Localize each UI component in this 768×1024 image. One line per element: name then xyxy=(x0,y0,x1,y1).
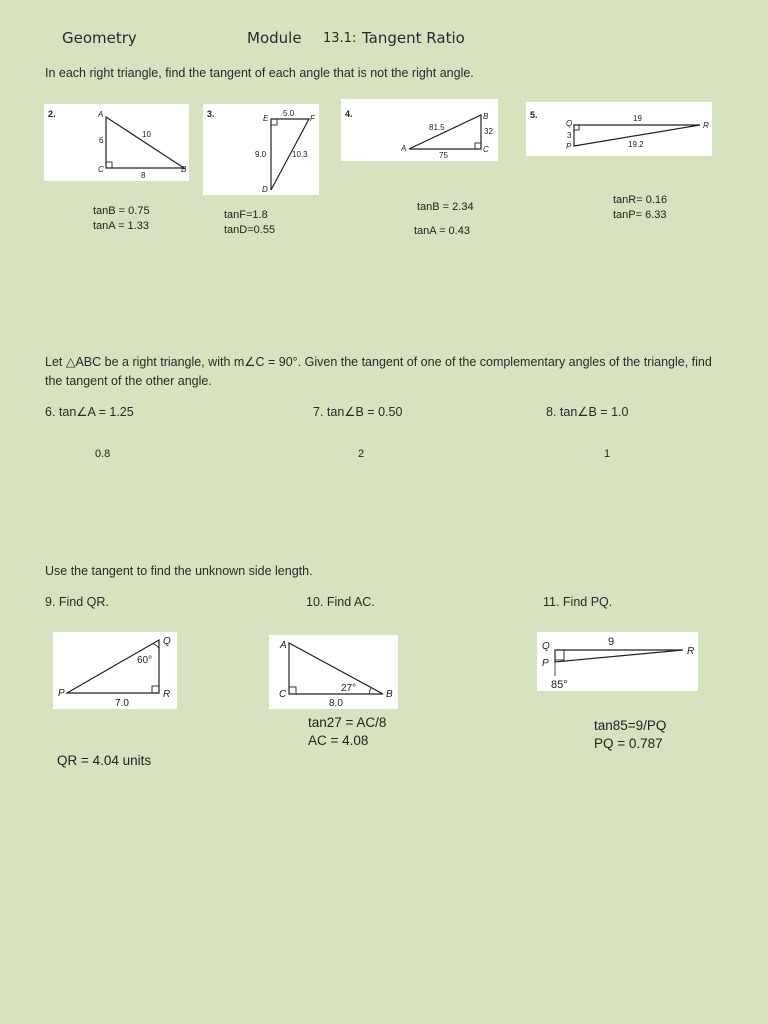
vertex-b-label: B xyxy=(483,112,489,121)
right-angle-marker xyxy=(152,686,159,693)
problem-5-number: 5. xyxy=(530,110,538,120)
side-pr-label: 7.0 xyxy=(115,698,129,709)
problem-11-answers xyxy=(594,717,666,753)
right-angle-marker xyxy=(475,143,481,149)
problem-11-prompt: 11. Find PQ. xyxy=(543,595,613,609)
angle-arc xyxy=(369,688,371,694)
problem-2-answers xyxy=(93,204,150,234)
vertex-p-label: P xyxy=(58,688,65,699)
side-bc-label: 32 xyxy=(484,127,493,136)
problem-3-answers xyxy=(224,208,275,238)
side-qp-label: 3 xyxy=(567,131,572,140)
answer-line: AC = 4.08 xyxy=(308,733,369,748)
vertex-c-label: C xyxy=(279,689,287,700)
side-qr-label: 9 xyxy=(608,636,615,648)
problem-8-answer: 1 xyxy=(604,448,611,460)
triangle-pqr xyxy=(67,640,159,693)
problem-9-answer: QR = 4.04 units xyxy=(57,753,152,768)
side-ac-label: 75 xyxy=(439,151,448,160)
vertex-c-label: C xyxy=(98,165,104,174)
vertex-e-label: E xyxy=(263,114,269,123)
problem-5-figure xyxy=(526,102,712,156)
right-angle-marker xyxy=(289,687,296,694)
triangle-abc xyxy=(106,117,184,168)
part3-instruction: Use the tangent to find the unknown side length. xyxy=(45,564,313,578)
side-pr-label: 19.2 xyxy=(628,140,644,149)
problem-7-answer: 2 xyxy=(358,448,365,460)
problem-6-prompt: 6. tan∠A = 1.25 xyxy=(45,405,134,419)
problem-9-figure xyxy=(53,632,177,709)
vertex-c-label: C xyxy=(483,145,489,154)
vertex-f-label: F xyxy=(310,114,315,123)
answer-line: tan27 = AC/8 xyxy=(308,715,387,730)
module-label: Module xyxy=(247,29,302,47)
vertex-r-label: R xyxy=(703,121,709,130)
problem-4-answer-1: tanB = 2.34 xyxy=(417,201,474,213)
problem-10-answers xyxy=(308,714,386,750)
side-ef-label: 5.0 xyxy=(283,109,295,118)
vertex-a-label: A xyxy=(280,640,287,651)
angle-q-label: 60° xyxy=(137,655,153,666)
vertex-p-label: P xyxy=(566,142,572,151)
problem-2-figure xyxy=(44,104,189,181)
problem-11-figure xyxy=(537,632,698,691)
right-angle-marker xyxy=(106,162,112,168)
side-cb-label: 8.0 xyxy=(329,698,343,709)
right-angle-marker xyxy=(574,125,579,130)
section-number: 13.1: xyxy=(323,31,357,46)
problem-6-answer: 0.8 xyxy=(95,448,111,460)
vertex-a-label: A xyxy=(98,110,104,119)
answer-line: PQ = 0.787 xyxy=(594,736,663,751)
answer-line: tanA = 1.33 xyxy=(93,220,149,232)
subject-title: Geometry xyxy=(62,29,137,47)
topic-title: Tangent Ratio xyxy=(362,29,465,47)
part2-instruction: Let △ABC be a right triangle, with m∠C = 90°. Given the tangent of one of the complementary angles of the triangle, find the tangent of the other angle. xyxy=(45,355,712,388)
vertex-q-label: Q xyxy=(163,636,171,647)
vertex-b-label: B xyxy=(386,689,393,700)
vertex-a-label: A xyxy=(401,144,407,153)
side-ab-label: 10 xyxy=(142,130,151,139)
problem-4-answer-2: tanA = 0.43 xyxy=(414,225,470,237)
triangle-qrp xyxy=(555,650,683,662)
problem-3-figure xyxy=(203,104,319,195)
vertex-p-label: P xyxy=(542,658,549,669)
problem-8-prompt: 8. tan∠B = 1.0 xyxy=(546,405,629,419)
side-fd-label: 10.3 xyxy=(292,150,308,159)
right-angle-marker xyxy=(271,119,277,125)
problem-7-prompt: 7. tan∠B = 0.50 xyxy=(313,405,403,419)
answer-line: tanD=0.55 xyxy=(224,224,276,236)
problem-4-figure xyxy=(341,99,498,161)
side-qr-label: 19 xyxy=(633,114,642,123)
side-ac-label: 6 xyxy=(99,136,104,145)
vertex-r-label: R xyxy=(163,689,171,700)
vertex-d-label: D xyxy=(262,185,268,194)
problem-2-number: 2. xyxy=(48,109,56,119)
triangle-acb xyxy=(289,643,383,694)
problem-10-figure xyxy=(269,635,398,709)
vertex-r-label: R xyxy=(687,646,695,657)
angle-arc xyxy=(153,644,159,649)
answer-line: tanF=1.8 xyxy=(224,209,268,221)
angle-b-label: 27° xyxy=(341,683,357,694)
problem-10-prompt: 10. Find AC. xyxy=(306,595,375,609)
side-ab-label: 81.5 xyxy=(429,123,445,132)
answer-line: tanR= 0.16 xyxy=(613,194,668,206)
vertex-q-label: Q xyxy=(542,641,550,652)
vertex-q-label: Q xyxy=(566,119,573,128)
part1-instruction: In each right triangle, find the tangent of each angle that is not the right angle. xyxy=(45,66,474,80)
angle-p-label: 85° xyxy=(551,679,568,691)
problem-9-prompt: 9. Find QR. xyxy=(45,595,109,609)
answer-line: tan85=9/PQ xyxy=(594,718,667,733)
problem-4-number: 4. xyxy=(345,109,353,119)
answer-line: tanB = 0.75 xyxy=(93,205,150,217)
triangle-abc xyxy=(409,115,481,149)
right-angle-marker xyxy=(555,650,564,660)
vertex-b-label: B xyxy=(181,165,187,174)
answer-line: tanP= 6.33 xyxy=(613,209,667,221)
side-ed-label: 9.0 xyxy=(255,150,267,159)
side-cb-label: 8 xyxy=(141,171,146,180)
problem-5-answers xyxy=(613,193,667,223)
problem-3-number: 3. xyxy=(207,109,215,119)
